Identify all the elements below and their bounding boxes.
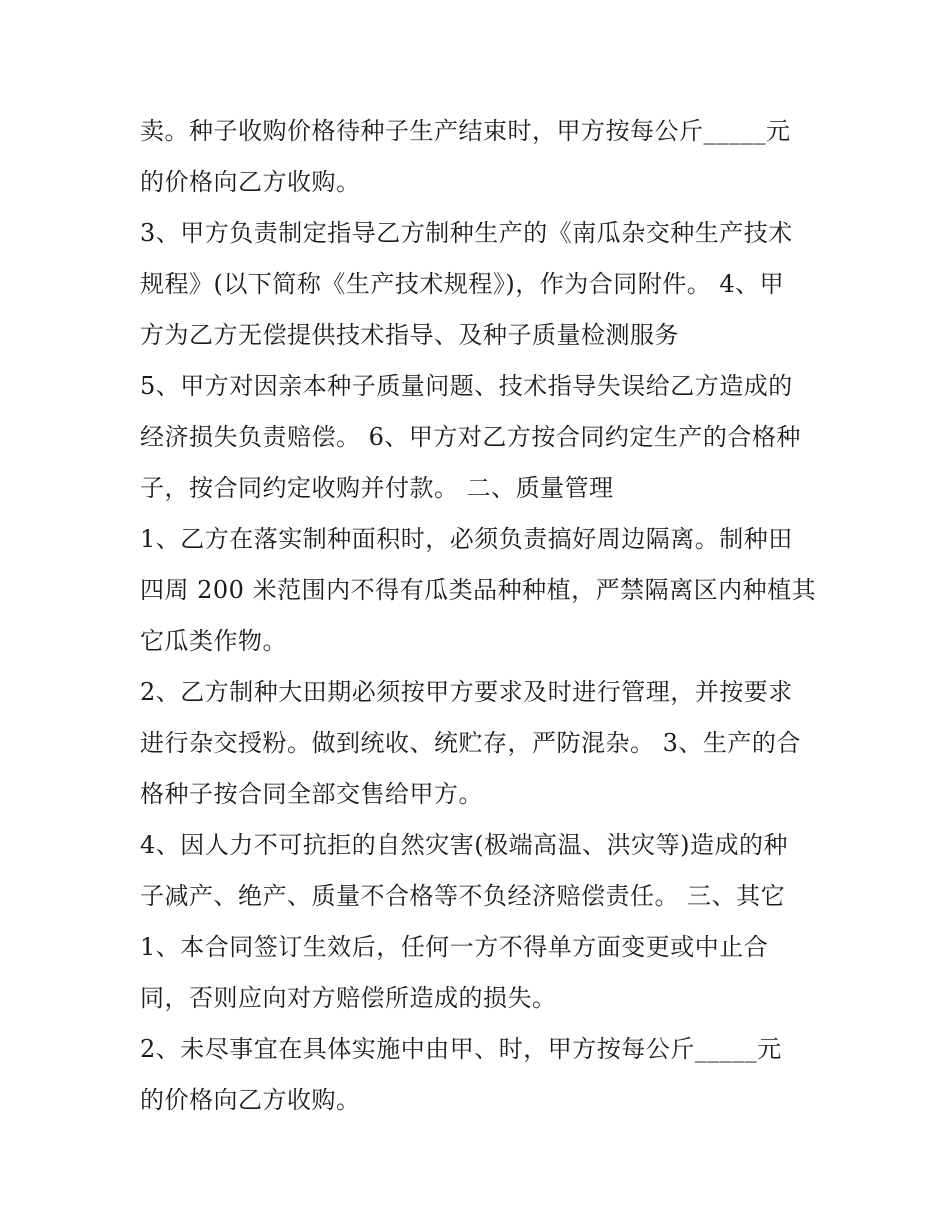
text-line: 1、本合同签订生效后，任何一方不得单方面变更或中止合 [140, 933, 769, 961]
text-line: 进行杂交授粉。做到统收、统贮存，严防混杂。 3、生产的合 [140, 729, 801, 757]
text-line: 方为乙方无偿提供技术指导、及种子质量检测服务 [140, 321, 679, 349]
text-line: 的价格向乙方收购。 [140, 1086, 361, 1114]
text-line: 的价格向乙方收购。 [140, 168, 361, 196]
text-line: 它瓜类作物。 [140, 627, 287, 655]
text-line: 2、未尽事宜在具体实施中由甲、时，甲方按每公斤_____元 [140, 1035, 782, 1063]
text-line: 4、因人力不可抗拒的自然灾害(极端高温、洪灾等)造成的种 [140, 831, 788, 859]
text-line: 四周 200 米范围内不得有瓜类品种种植，严禁隔离区内种植其 [140, 576, 817, 604]
text-line: 卖。种子收购价格待种子生产结束时，甲方按每公斤_____元 [140, 117, 791, 145]
text-line: 1、乙方在落实制种面积时，必须负责搞好周边隔离。制种田 [140, 525, 793, 553]
text-line: 子减产、绝产、质量不合格等不负经济赔偿责任。 三、其它 [140, 882, 786, 910]
text-line: 格种子按合同全部交售给甲方。 [140, 780, 483, 808]
text-line: 同，否则应向对方赔偿所造成的损失。 [140, 984, 557, 1012]
text-line: 子，按合同约定收购并付款。 二、质量管理 [140, 474, 614, 502]
text-line: 规程》(以下简称《生产技术规程》)，作为合同附件。 4、甲 [140, 270, 785, 298]
text-line: 3、甲方负责制定指导乙方制种生产的《南瓜杂交种生产技术 [140, 219, 793, 247]
text-line: 5、甲方对因亲本种子质量问题、技术指导失误给乙方造成的 [140, 372, 793, 400]
text-line: 经济损失负责赔偿。 6、甲方对乙方按合同约定生产的合格种 [140, 423, 801, 451]
text-line: 2、乙方制种大田期必须按甲方要求及时进行管理，并按要求 [140, 678, 793, 706]
contract-body-text [140, 106, 820, 1126]
